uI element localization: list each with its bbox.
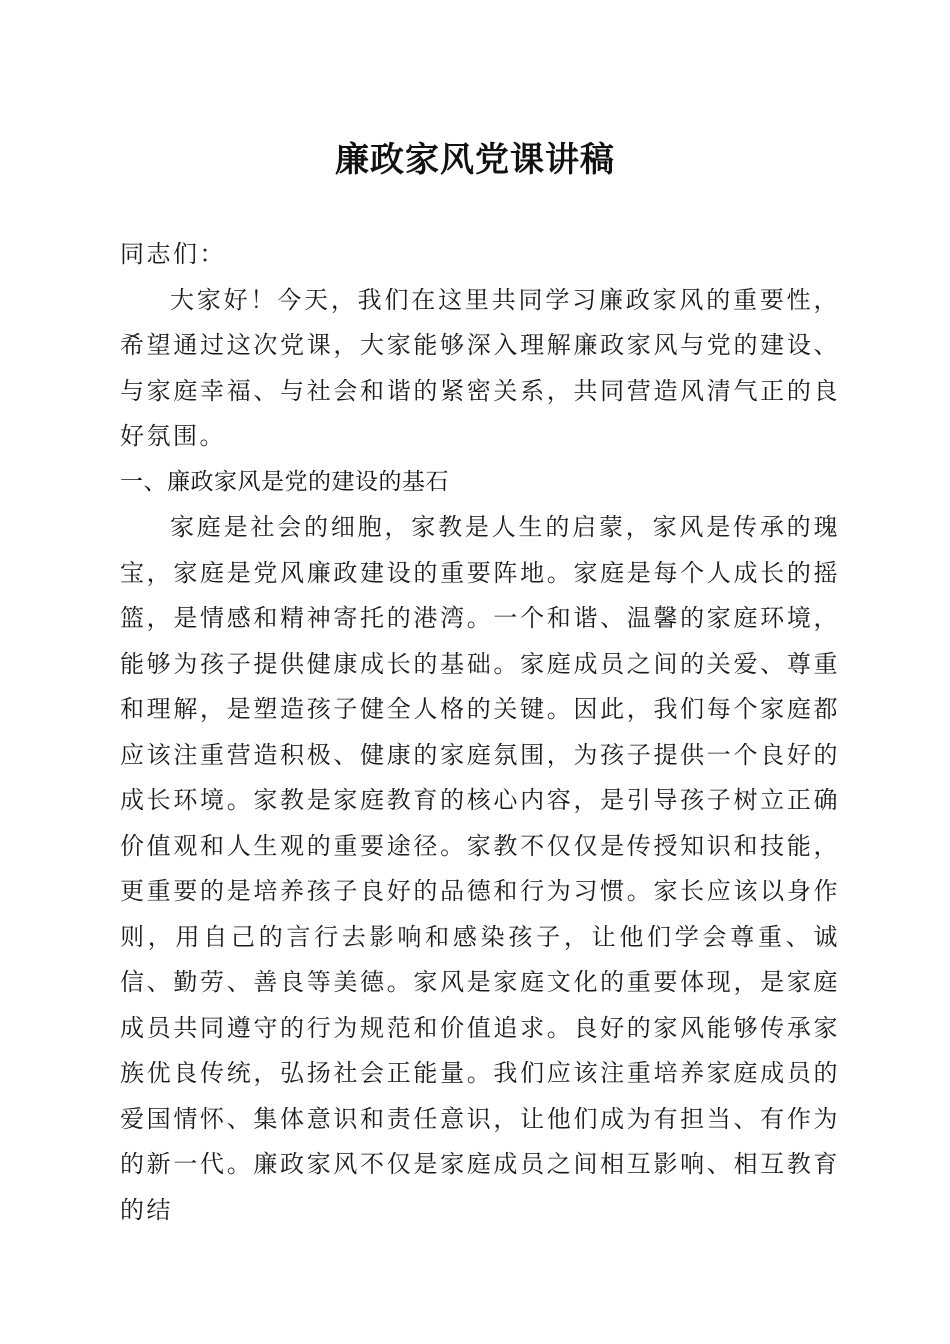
intro-paragraph: 大家好！今天，我们在这里共同学习廉政家风的重要性，希望通过这次党课，大家能够深入理解廉政家风与党的建设、与家庭幸福、与社会和谐的紧密关系，共同营造风清气正的良好氛围。 [120, 285, 840, 450]
section-paragraph: 家庭是社会的细胞，家教是人生的启蒙，家风是传承的瑰宝，家庭是党风廉政建设的重要阵地。家庭是每个人成长的摇篮，是情感和精神寄托的港湾。一个和谐、温馨的家庭环境，能够为孩子提供健康成长的基础。家庭成员之间的关爱、尊重和理解，是塑造孩子健全人格的关键。因此，我们每个家庭都应该注重营造积极、健康的家庭氛围，为孩子提供一个良好的成长环境。家教是家庭教育的核心内容，是引导孩子树立正确价值观和人生观的重要途径。家教不仅仅是传授知识和技能，更重要的是培养孩子良好的品德和行为习惯。家长应该以身作则，用自己的言行去影响和感染孩子，让他们学会尊重、诚信、勤劳、善良等美德。家风是家庭文化的重要体现，是家庭成员共同遵守的行为规范和价值追求。良好的家风能够传承家族优良传统，弘扬社会正能量。我们应该注重培养家庭成员的爱国情怀、集体意识和责任意识，让他们成为有担当、有作为的新一代。廉政家风不仅是家庭成员之间相互影响、相互教育的结 [120, 513, 840, 1224]
document-title: 廉政家风党课讲稿 [335, 140, 615, 180]
section-heading: 一、廉政家风是党的建设的基石 [120, 468, 449, 495]
salutation: 同志们： [120, 240, 226, 268]
document-body [120, 232, 840, 1233]
